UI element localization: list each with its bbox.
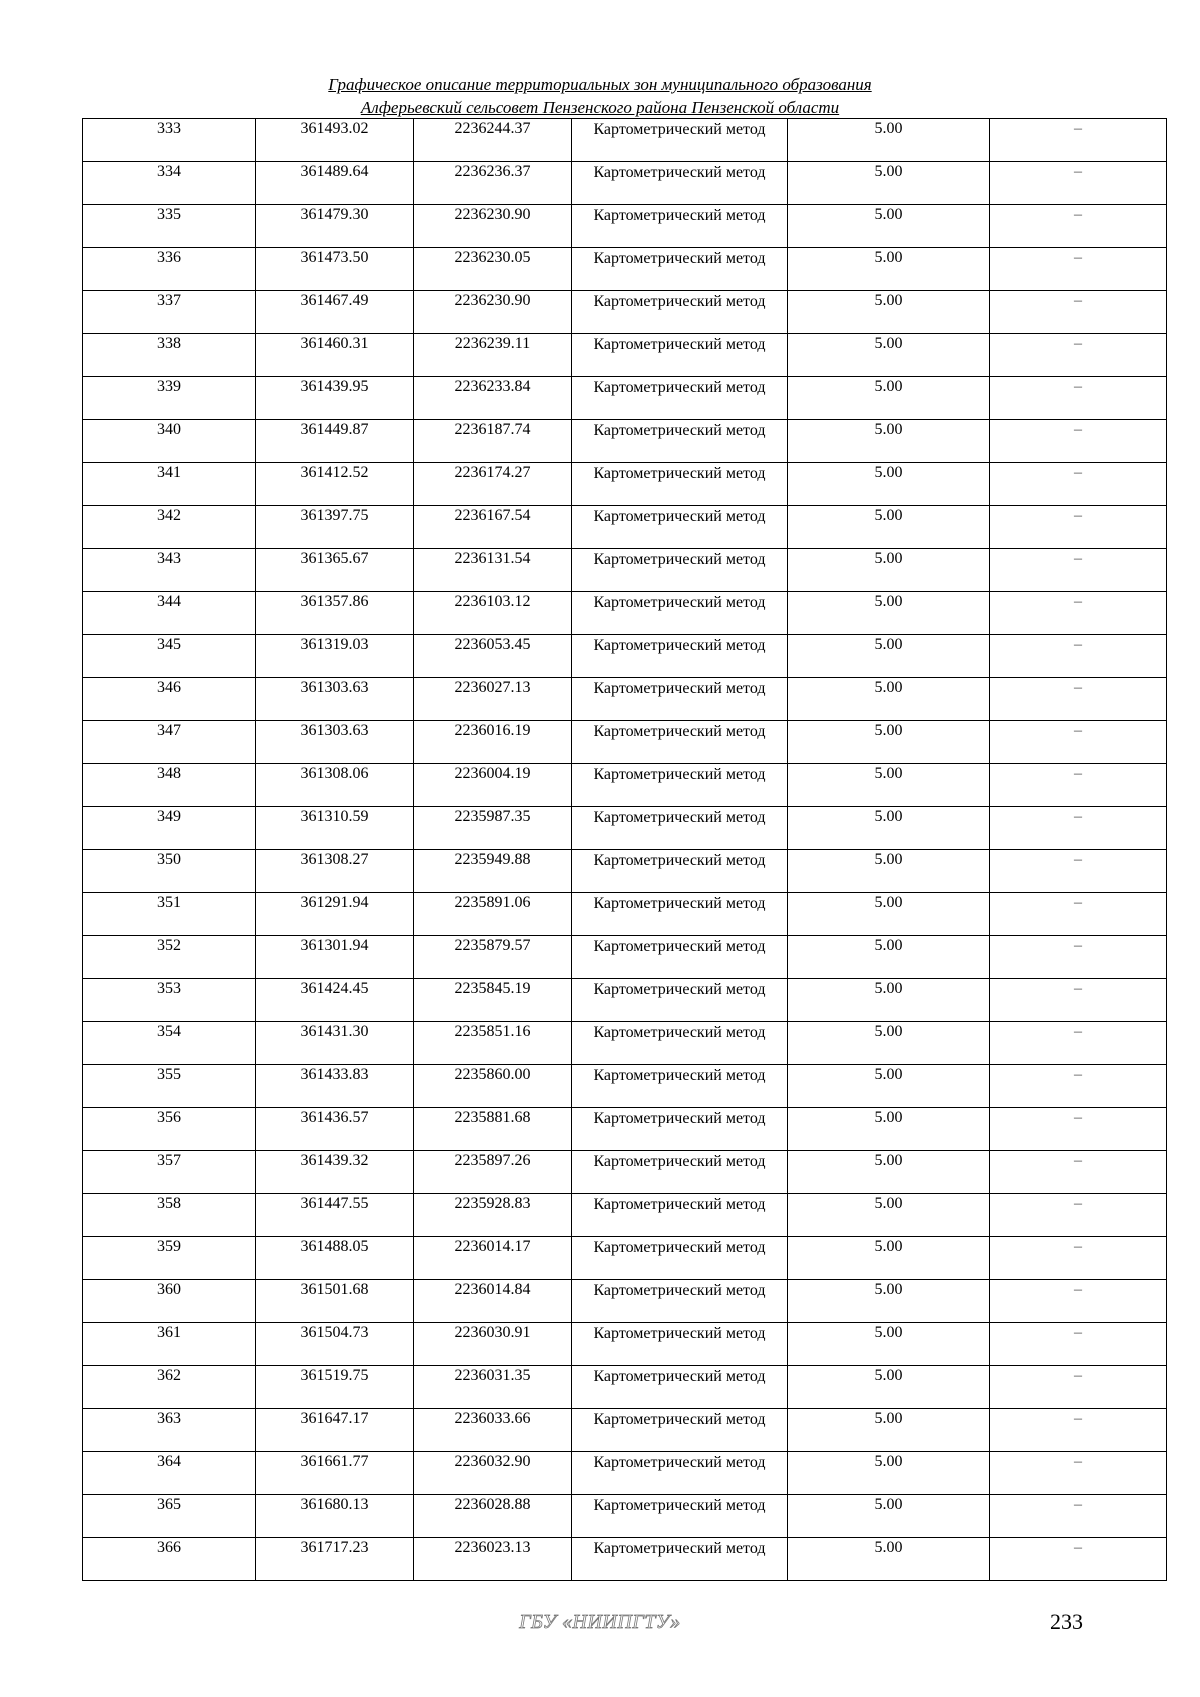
method-cell: Картометрический метод bbox=[572, 1452, 788, 1495]
method-cell: Картометрический метод bbox=[572, 463, 788, 506]
point-number-cell: 347 bbox=[83, 721, 256, 764]
method-cell: Картометрический метод bbox=[572, 979, 788, 1022]
point-number-cell: 350 bbox=[83, 850, 256, 893]
x-coordinate-cell: 361308.27 bbox=[256, 850, 414, 893]
header-line-2: Алферьевский сельсовет Пензенского района Пензенской области bbox=[360, 98, 840, 117]
table-row bbox=[83, 1280, 1167, 1323]
table-row bbox=[83, 334, 1167, 377]
note-cell: – bbox=[990, 377, 1167, 420]
x-coordinate-cell: 361489.64 bbox=[256, 162, 414, 205]
accuracy-cell: 5.00 bbox=[788, 635, 990, 678]
point-number-cell: 348 bbox=[83, 764, 256, 807]
x-coordinate-cell: 361439.32 bbox=[256, 1151, 414, 1194]
method-cell: Картометрический метод bbox=[572, 807, 788, 850]
accuracy-cell: 5.00 bbox=[788, 1409, 990, 1452]
point-number-cell: 342 bbox=[83, 506, 256, 549]
table-row bbox=[83, 592, 1167, 635]
table-row bbox=[83, 1194, 1167, 1237]
note-cell: – bbox=[990, 1280, 1167, 1323]
y-coordinate-cell: 2236033.66 bbox=[414, 1409, 572, 1452]
accuracy-cell: 5.00 bbox=[788, 1194, 990, 1237]
accuracy-cell: 5.00 bbox=[788, 377, 990, 420]
point-number-cell: 349 bbox=[83, 807, 256, 850]
x-coordinate-cell: 361680.13 bbox=[256, 1495, 414, 1538]
method-cell: Картометрический метод bbox=[572, 1022, 788, 1065]
point-number-cell: 360 bbox=[83, 1280, 256, 1323]
coordinates-table bbox=[82, 118, 1167, 1581]
method-cell: Картометрический метод bbox=[572, 678, 788, 721]
y-coordinate-cell: 2236030.91 bbox=[414, 1323, 572, 1366]
table-row bbox=[83, 721, 1167, 764]
point-number-cell: 353 bbox=[83, 979, 256, 1022]
accuracy-cell: 5.00 bbox=[788, 162, 990, 205]
table-row bbox=[83, 205, 1167, 248]
note-cell: – bbox=[990, 248, 1167, 291]
method-cell: Картометрический метод bbox=[572, 1366, 788, 1409]
note-cell: – bbox=[990, 635, 1167, 678]
method-cell: Картометрический метод bbox=[572, 1538, 788, 1581]
note-cell: – bbox=[990, 1194, 1167, 1237]
accuracy-cell: 5.00 bbox=[788, 1495, 990, 1538]
x-coordinate-cell: 361397.75 bbox=[256, 506, 414, 549]
x-coordinate-cell: 361501.68 bbox=[256, 1280, 414, 1323]
table-row bbox=[83, 1409, 1167, 1452]
table-row bbox=[83, 1237, 1167, 1280]
table-row bbox=[83, 1022, 1167, 1065]
method-cell: Картометрический метод bbox=[572, 850, 788, 893]
table-row bbox=[83, 162, 1167, 205]
accuracy-cell: 5.00 bbox=[788, 119, 990, 162]
y-coordinate-cell: 2236004.19 bbox=[414, 764, 572, 807]
accuracy-cell: 5.00 bbox=[788, 678, 990, 721]
point-number-cell: 337 bbox=[83, 291, 256, 334]
y-coordinate-cell: 2236131.54 bbox=[414, 549, 572, 592]
y-coordinate-cell: 2236236.37 bbox=[414, 162, 572, 205]
table-row bbox=[83, 463, 1167, 506]
x-coordinate-cell: 361504.73 bbox=[256, 1323, 414, 1366]
y-coordinate-cell: 2236014.17 bbox=[414, 1237, 572, 1280]
point-number-cell: 343 bbox=[83, 549, 256, 592]
table-row bbox=[83, 807, 1167, 850]
coordinates-table-body bbox=[83, 119, 1167, 1581]
note-cell: – bbox=[990, 291, 1167, 334]
note-cell: – bbox=[990, 1409, 1167, 1452]
note-cell: – bbox=[990, 721, 1167, 764]
method-cell: Картометрический метод bbox=[572, 721, 788, 764]
y-coordinate-cell: 2236032.90 bbox=[414, 1452, 572, 1495]
y-coordinate-cell: 2236167.54 bbox=[414, 506, 572, 549]
table-row bbox=[83, 1065, 1167, 1108]
method-cell: Картометрический метод bbox=[572, 162, 788, 205]
point-number-cell: 336 bbox=[83, 248, 256, 291]
method-cell: Картометрический метод bbox=[572, 1065, 788, 1108]
note-cell: – bbox=[990, 850, 1167, 893]
table-row bbox=[83, 549, 1167, 592]
point-number-cell: 354 bbox=[83, 1022, 256, 1065]
x-coordinate-cell: 361412.52 bbox=[256, 463, 414, 506]
note-cell: – bbox=[990, 1022, 1167, 1065]
method-cell: Картометрический метод bbox=[572, 549, 788, 592]
y-coordinate-cell: 2235949.88 bbox=[414, 850, 572, 893]
table-row bbox=[83, 1495, 1167, 1538]
y-coordinate-cell: 2236230.90 bbox=[414, 291, 572, 334]
x-coordinate-cell: 361439.95 bbox=[256, 377, 414, 420]
point-number-cell: 346 bbox=[83, 678, 256, 721]
accuracy-cell: 5.00 bbox=[788, 1452, 990, 1495]
method-cell: Картометрический метод bbox=[572, 1151, 788, 1194]
y-coordinate-cell: 2235897.26 bbox=[414, 1151, 572, 1194]
x-coordinate-cell: 361303.63 bbox=[256, 678, 414, 721]
note-cell: – bbox=[990, 678, 1167, 721]
table-row bbox=[83, 678, 1167, 721]
point-number-cell: 356 bbox=[83, 1108, 256, 1151]
point-number-cell: 351 bbox=[83, 893, 256, 936]
x-coordinate-cell: 361365.67 bbox=[256, 549, 414, 592]
accuracy-cell: 5.00 bbox=[788, 291, 990, 334]
x-coordinate-cell: 361493.02 bbox=[256, 119, 414, 162]
accuracy-cell: 5.00 bbox=[788, 1151, 990, 1194]
table-row bbox=[83, 248, 1167, 291]
accuracy-cell: 5.00 bbox=[788, 549, 990, 592]
note-cell: – bbox=[990, 1366, 1167, 1409]
point-number-cell: 362 bbox=[83, 1366, 256, 1409]
y-coordinate-cell: 2235845.19 bbox=[414, 979, 572, 1022]
table-row bbox=[83, 979, 1167, 1022]
accuracy-cell: 5.00 bbox=[788, 592, 990, 635]
note-cell: – bbox=[990, 1452, 1167, 1495]
accuracy-cell: 5.00 bbox=[788, 1538, 990, 1581]
note-cell: – bbox=[990, 592, 1167, 635]
method-cell: Картометрический метод bbox=[572, 764, 788, 807]
accuracy-cell: 5.00 bbox=[788, 506, 990, 549]
note-cell: – bbox=[990, 1538, 1167, 1581]
y-coordinate-cell: 2235879.57 bbox=[414, 936, 572, 979]
x-coordinate-cell: 361449.87 bbox=[256, 420, 414, 463]
y-coordinate-cell: 2236239.11 bbox=[414, 334, 572, 377]
note-cell: – bbox=[990, 334, 1167, 377]
note-cell: – bbox=[990, 893, 1167, 936]
x-coordinate-cell: 361647.17 bbox=[256, 1409, 414, 1452]
table-row bbox=[83, 635, 1167, 678]
point-number-cell: 344 bbox=[83, 592, 256, 635]
note-cell: – bbox=[990, 549, 1167, 592]
point-number-cell: 333 bbox=[83, 119, 256, 162]
method-cell: Картометрический метод bbox=[572, 1194, 788, 1237]
x-coordinate-cell: 361303.63 bbox=[256, 721, 414, 764]
accuracy-cell: 5.00 bbox=[788, 721, 990, 764]
accuracy-cell: 5.00 bbox=[788, 979, 990, 1022]
x-coordinate-cell: 361473.50 bbox=[256, 248, 414, 291]
x-coordinate-cell: 361291.94 bbox=[256, 893, 414, 936]
table-row bbox=[83, 420, 1167, 463]
note-cell: – bbox=[990, 1151, 1167, 1194]
accuracy-cell: 5.00 bbox=[788, 420, 990, 463]
table-row bbox=[83, 1538, 1167, 1581]
table-row bbox=[83, 1452, 1167, 1495]
point-number-cell: 366 bbox=[83, 1538, 256, 1581]
method-cell: Картометрический метод bbox=[572, 248, 788, 291]
method-cell: Картометрический метод bbox=[572, 1108, 788, 1151]
point-number-cell: 363 bbox=[83, 1409, 256, 1452]
x-coordinate-cell: 361488.05 bbox=[256, 1237, 414, 1280]
method-cell: Картометрический метод bbox=[572, 377, 788, 420]
y-coordinate-cell: 2236016.19 bbox=[414, 721, 572, 764]
x-coordinate-cell: 361479.30 bbox=[256, 205, 414, 248]
x-coordinate-cell: 361436.57 bbox=[256, 1108, 414, 1151]
y-coordinate-cell: 2236023.13 bbox=[414, 1538, 572, 1581]
accuracy-cell: 5.00 bbox=[788, 764, 990, 807]
point-number-cell: 338 bbox=[83, 334, 256, 377]
table-row bbox=[83, 764, 1167, 807]
note-cell: – bbox=[990, 1237, 1167, 1280]
method-cell: Картометрический метод bbox=[572, 420, 788, 463]
y-coordinate-cell: 2236028.88 bbox=[414, 1495, 572, 1538]
page-number: 233 bbox=[1050, 1609, 1083, 1634]
x-coordinate-cell: 361301.94 bbox=[256, 936, 414, 979]
table-row bbox=[83, 1151, 1167, 1194]
x-coordinate-cell: 361308.06 bbox=[256, 764, 414, 807]
table-row bbox=[83, 1323, 1167, 1366]
note-cell: – bbox=[990, 1323, 1167, 1366]
method-cell: Картометрический метод bbox=[572, 893, 788, 936]
y-coordinate-cell: 2236053.45 bbox=[414, 635, 572, 678]
accuracy-cell: 5.00 bbox=[788, 893, 990, 936]
note-cell: – bbox=[990, 1108, 1167, 1151]
y-coordinate-cell: 2235891.06 bbox=[414, 893, 572, 936]
method-cell: Картометрический метод bbox=[572, 1280, 788, 1323]
y-coordinate-cell: 2236014.84 bbox=[414, 1280, 572, 1323]
accuracy-cell: 5.00 bbox=[788, 1237, 990, 1280]
y-coordinate-cell: 2236230.90 bbox=[414, 205, 572, 248]
point-number-cell: 339 bbox=[83, 377, 256, 420]
x-coordinate-cell: 361467.49 bbox=[256, 291, 414, 334]
method-cell: Картометрический метод bbox=[572, 635, 788, 678]
footer-organization: ГБУ «НИИПГТУ» bbox=[519, 1611, 681, 1633]
method-cell: Картометрический метод bbox=[572, 334, 788, 377]
point-number-cell: 345 bbox=[83, 635, 256, 678]
y-coordinate-cell: 2236103.12 bbox=[414, 592, 572, 635]
accuracy-cell: 5.00 bbox=[788, 1366, 990, 1409]
accuracy-cell: 5.00 bbox=[788, 248, 990, 291]
x-coordinate-cell: 361357.86 bbox=[256, 592, 414, 635]
method-cell: Картометрический метод bbox=[572, 1237, 788, 1280]
method-cell: Картометрический метод bbox=[572, 936, 788, 979]
y-coordinate-cell: 2236244.37 bbox=[414, 119, 572, 162]
point-number-cell: 352 bbox=[83, 936, 256, 979]
table-row bbox=[83, 119, 1167, 162]
document-header bbox=[0, 73, 1200, 119]
point-number-cell: 364 bbox=[83, 1452, 256, 1495]
table-row bbox=[83, 291, 1167, 334]
point-number-cell: 358 bbox=[83, 1194, 256, 1237]
y-coordinate-cell: 2236027.13 bbox=[414, 678, 572, 721]
y-coordinate-cell: 2236187.74 bbox=[414, 420, 572, 463]
point-number-cell: 335 bbox=[83, 205, 256, 248]
table-row bbox=[83, 1108, 1167, 1151]
accuracy-cell: 5.00 bbox=[788, 334, 990, 377]
x-coordinate-cell: 361424.45 bbox=[256, 979, 414, 1022]
x-coordinate-cell: 361310.59 bbox=[256, 807, 414, 850]
note-cell: – bbox=[990, 463, 1167, 506]
accuracy-cell: 5.00 bbox=[788, 936, 990, 979]
x-coordinate-cell: 361447.55 bbox=[256, 1194, 414, 1237]
accuracy-cell: 5.00 bbox=[788, 1022, 990, 1065]
point-number-cell: 361 bbox=[83, 1323, 256, 1366]
point-number-cell: 355 bbox=[83, 1065, 256, 1108]
accuracy-cell: 5.00 bbox=[788, 1065, 990, 1108]
method-cell: Картометрический метод bbox=[572, 1323, 788, 1366]
y-coordinate-cell: 2235860.00 bbox=[414, 1065, 572, 1108]
point-number-cell: 334 bbox=[83, 162, 256, 205]
x-coordinate-cell: 361460.31 bbox=[256, 334, 414, 377]
y-coordinate-cell: 2236031.35 bbox=[414, 1366, 572, 1409]
x-coordinate-cell: 361717.23 bbox=[256, 1538, 414, 1581]
note-cell: – bbox=[990, 1495, 1167, 1538]
note-cell: – bbox=[990, 807, 1167, 850]
y-coordinate-cell: 2235928.83 bbox=[414, 1194, 572, 1237]
accuracy-cell: 5.00 bbox=[788, 807, 990, 850]
table-row bbox=[83, 850, 1167, 893]
note-cell: – bbox=[990, 506, 1167, 549]
point-number-cell: 340 bbox=[83, 420, 256, 463]
accuracy-cell: 5.00 bbox=[788, 1323, 990, 1366]
y-coordinate-cell: 2235881.68 bbox=[414, 1108, 572, 1151]
accuracy-cell: 5.00 bbox=[788, 463, 990, 506]
x-coordinate-cell: 361319.03 bbox=[256, 635, 414, 678]
note-cell: – bbox=[990, 205, 1167, 248]
method-cell: Картометрический метод bbox=[572, 1409, 788, 1452]
x-coordinate-cell: 361431.30 bbox=[256, 1022, 414, 1065]
note-cell: – bbox=[990, 420, 1167, 463]
method-cell: Картометрический метод bbox=[572, 291, 788, 334]
note-cell: – bbox=[990, 1065, 1167, 1108]
method-cell: Картометрический метод bbox=[572, 592, 788, 635]
point-number-cell: 365 bbox=[83, 1495, 256, 1538]
note-cell: – bbox=[990, 979, 1167, 1022]
x-coordinate-cell: 361519.75 bbox=[256, 1366, 414, 1409]
y-coordinate-cell: 2236233.84 bbox=[414, 377, 572, 420]
y-coordinate-cell: 2236174.27 bbox=[414, 463, 572, 506]
table-row bbox=[83, 1366, 1167, 1409]
method-cell: Картометрический метод bbox=[572, 506, 788, 549]
point-number-cell: 359 bbox=[83, 1237, 256, 1280]
accuracy-cell: 5.00 bbox=[788, 850, 990, 893]
method-cell: Картометрический метод bbox=[572, 1495, 788, 1538]
x-coordinate-cell: 361433.83 bbox=[256, 1065, 414, 1108]
point-number-cell: 357 bbox=[83, 1151, 256, 1194]
y-coordinate-cell: 2235987.35 bbox=[414, 807, 572, 850]
y-coordinate-cell: 2235851.16 bbox=[414, 1022, 572, 1065]
note-cell: – bbox=[990, 162, 1167, 205]
method-cell: Картометрический метод bbox=[572, 205, 788, 248]
accuracy-cell: 5.00 bbox=[788, 205, 990, 248]
table-row bbox=[83, 936, 1167, 979]
y-coordinate-cell: 2236230.05 bbox=[414, 248, 572, 291]
accuracy-cell: 5.00 bbox=[788, 1280, 990, 1323]
table-row bbox=[83, 893, 1167, 936]
table-row bbox=[83, 506, 1167, 549]
accuracy-cell: 5.00 bbox=[788, 1108, 990, 1151]
x-coordinate-cell: 361661.77 bbox=[256, 1452, 414, 1495]
table-row bbox=[83, 377, 1167, 420]
method-cell: Картометрический метод bbox=[572, 119, 788, 162]
point-number-cell: 341 bbox=[83, 463, 256, 506]
note-cell: – bbox=[990, 119, 1167, 162]
header-line-1: Графическое описание территориальных зон муниципального образования bbox=[328, 75, 872, 94]
note-cell: – bbox=[990, 936, 1167, 979]
note-cell: – bbox=[990, 764, 1167, 807]
